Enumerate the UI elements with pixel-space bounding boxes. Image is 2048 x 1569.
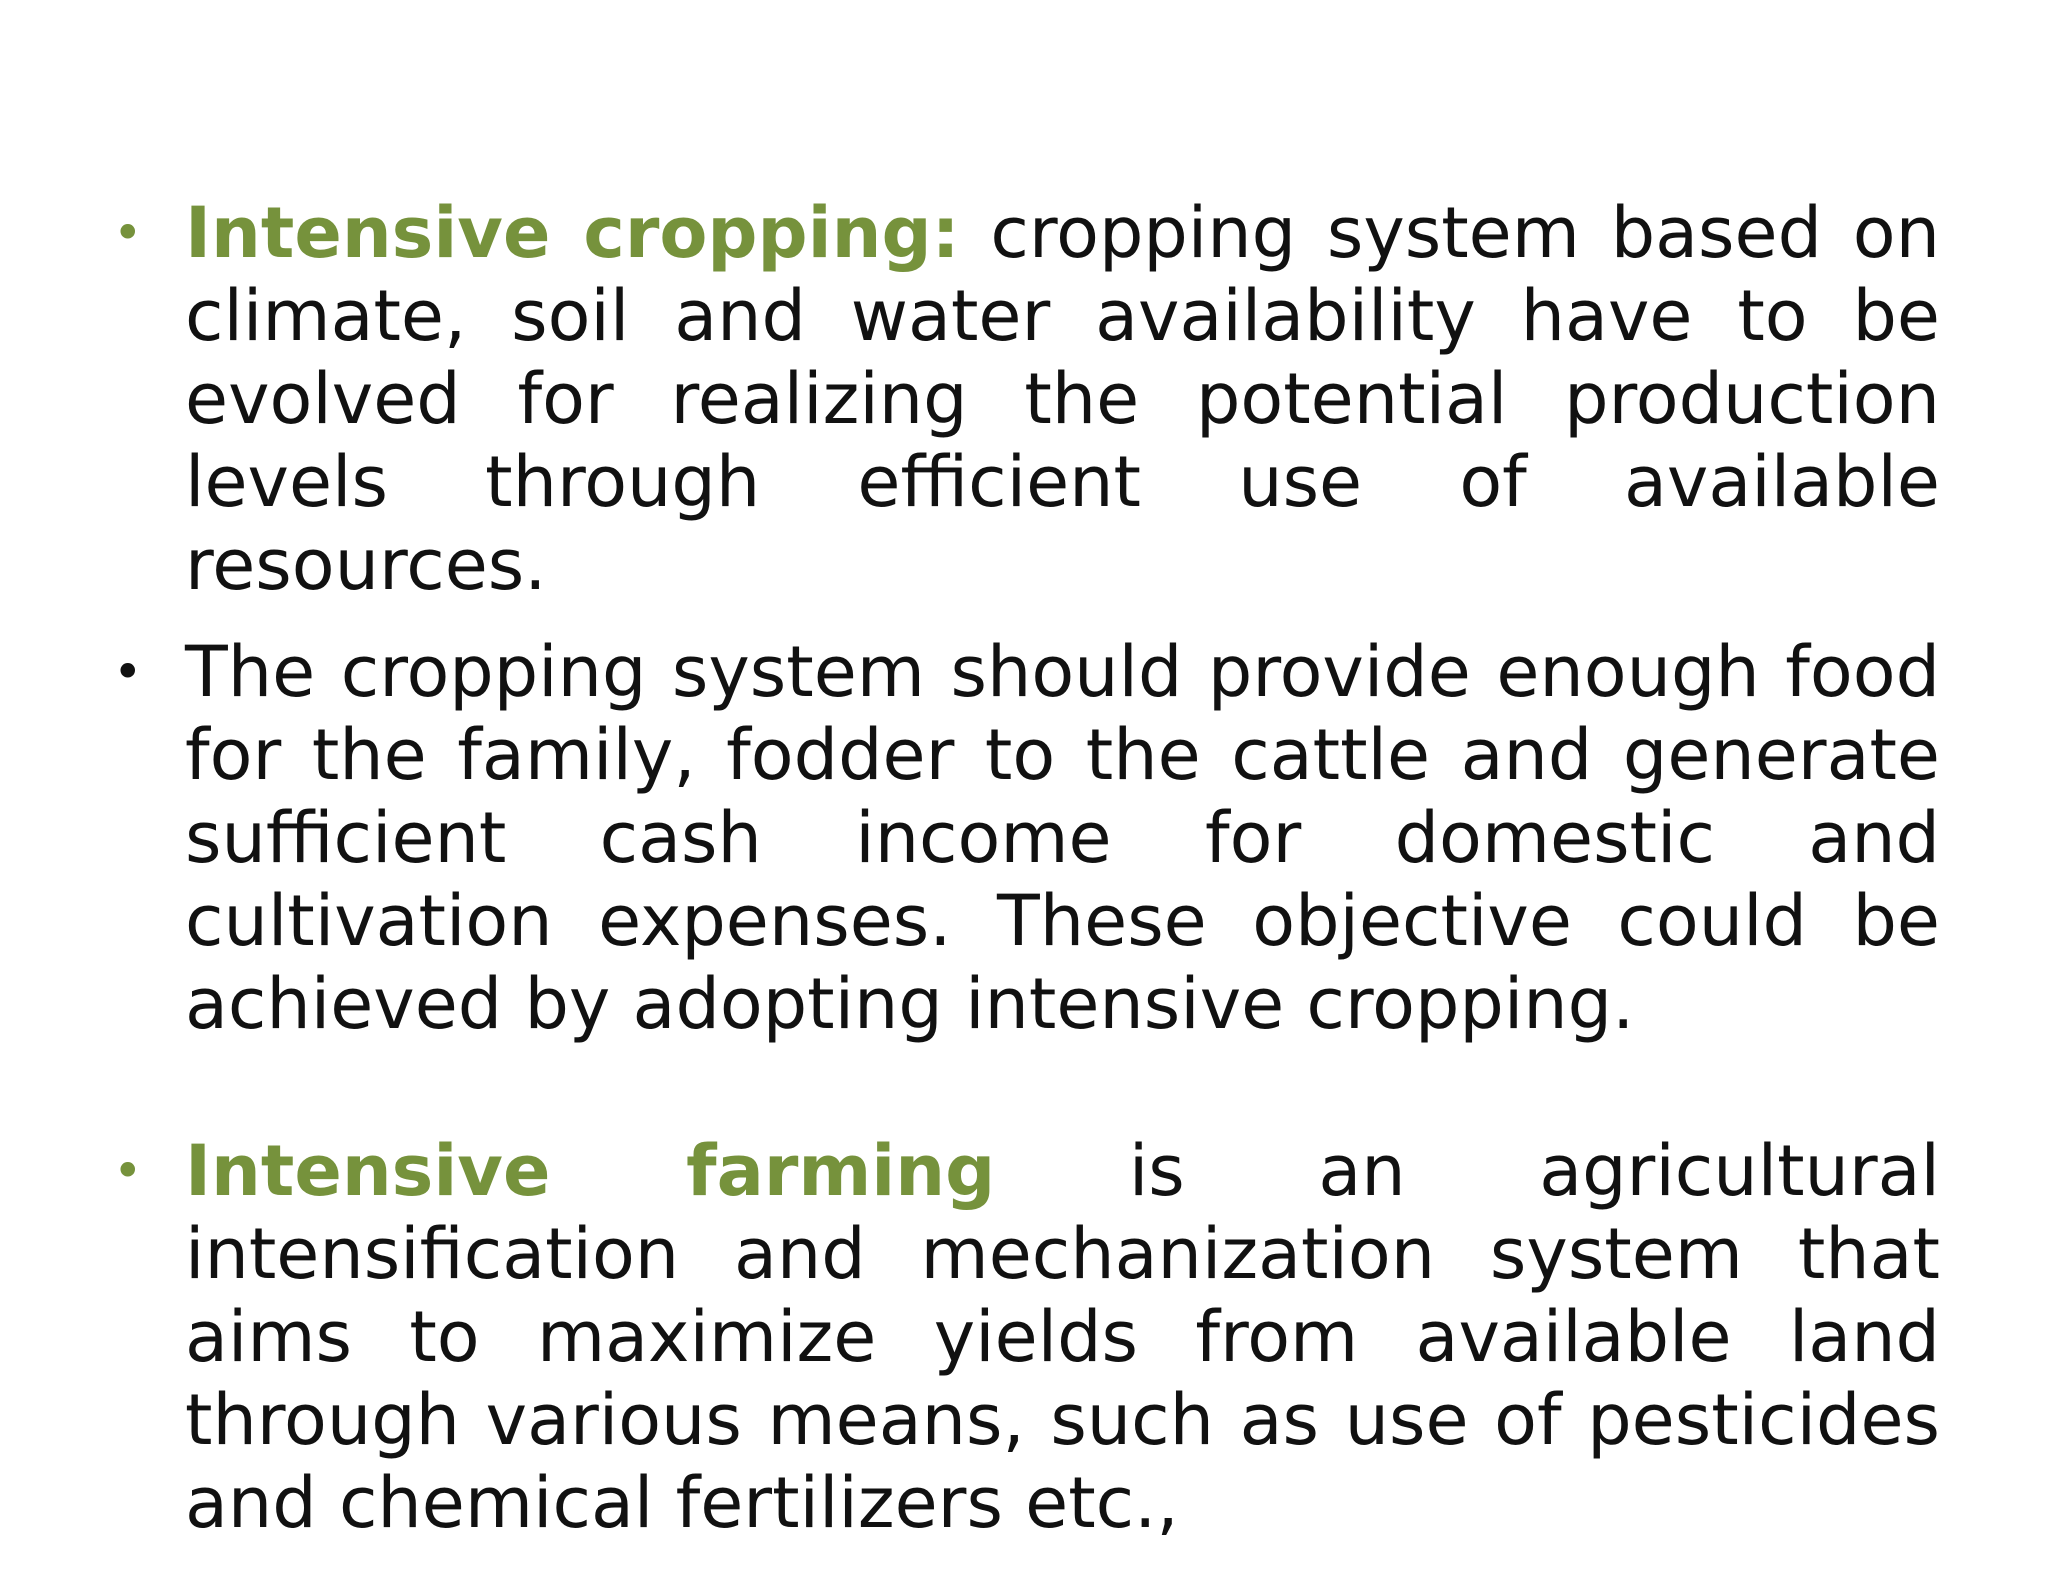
bullet-cropping-system-goals (105, 631, 1940, 1046)
bullet-text: is an agricultural intensification and mechanization system that aims to maximize yields from available land through various means, such as use of pesticides and chemical fertilizers etc., (185, 1130, 1940, 1544)
bullet-intensive-farming (105, 1130, 1940, 1545)
bullet-text: cropping system based on climate, soil and water availability have to be evolved for realizing the potential production levels through efficient use of available resources. (185, 192, 1940, 606)
bullet-intensive-cropping (105, 192, 1940, 607)
bullet-dot: • (113, 643, 143, 701)
bullet-dot: • (113, 204, 143, 262)
bullet-text: The cropping system should provide enough food for the family, fodder to the cattle and generate sufficient cash income for domestic and cultivation expenses. These objective could be achieved by adopting intensive cropping. (185, 631, 1940, 1045)
term-intensive-farming: Intensive farming (185, 1130, 996, 1212)
bullet-dot: • (113, 1142, 143, 1200)
bullet-list (105, 192, 1940, 1569)
term-intensive-cropping: Intensive cropping: (185, 192, 960, 274)
